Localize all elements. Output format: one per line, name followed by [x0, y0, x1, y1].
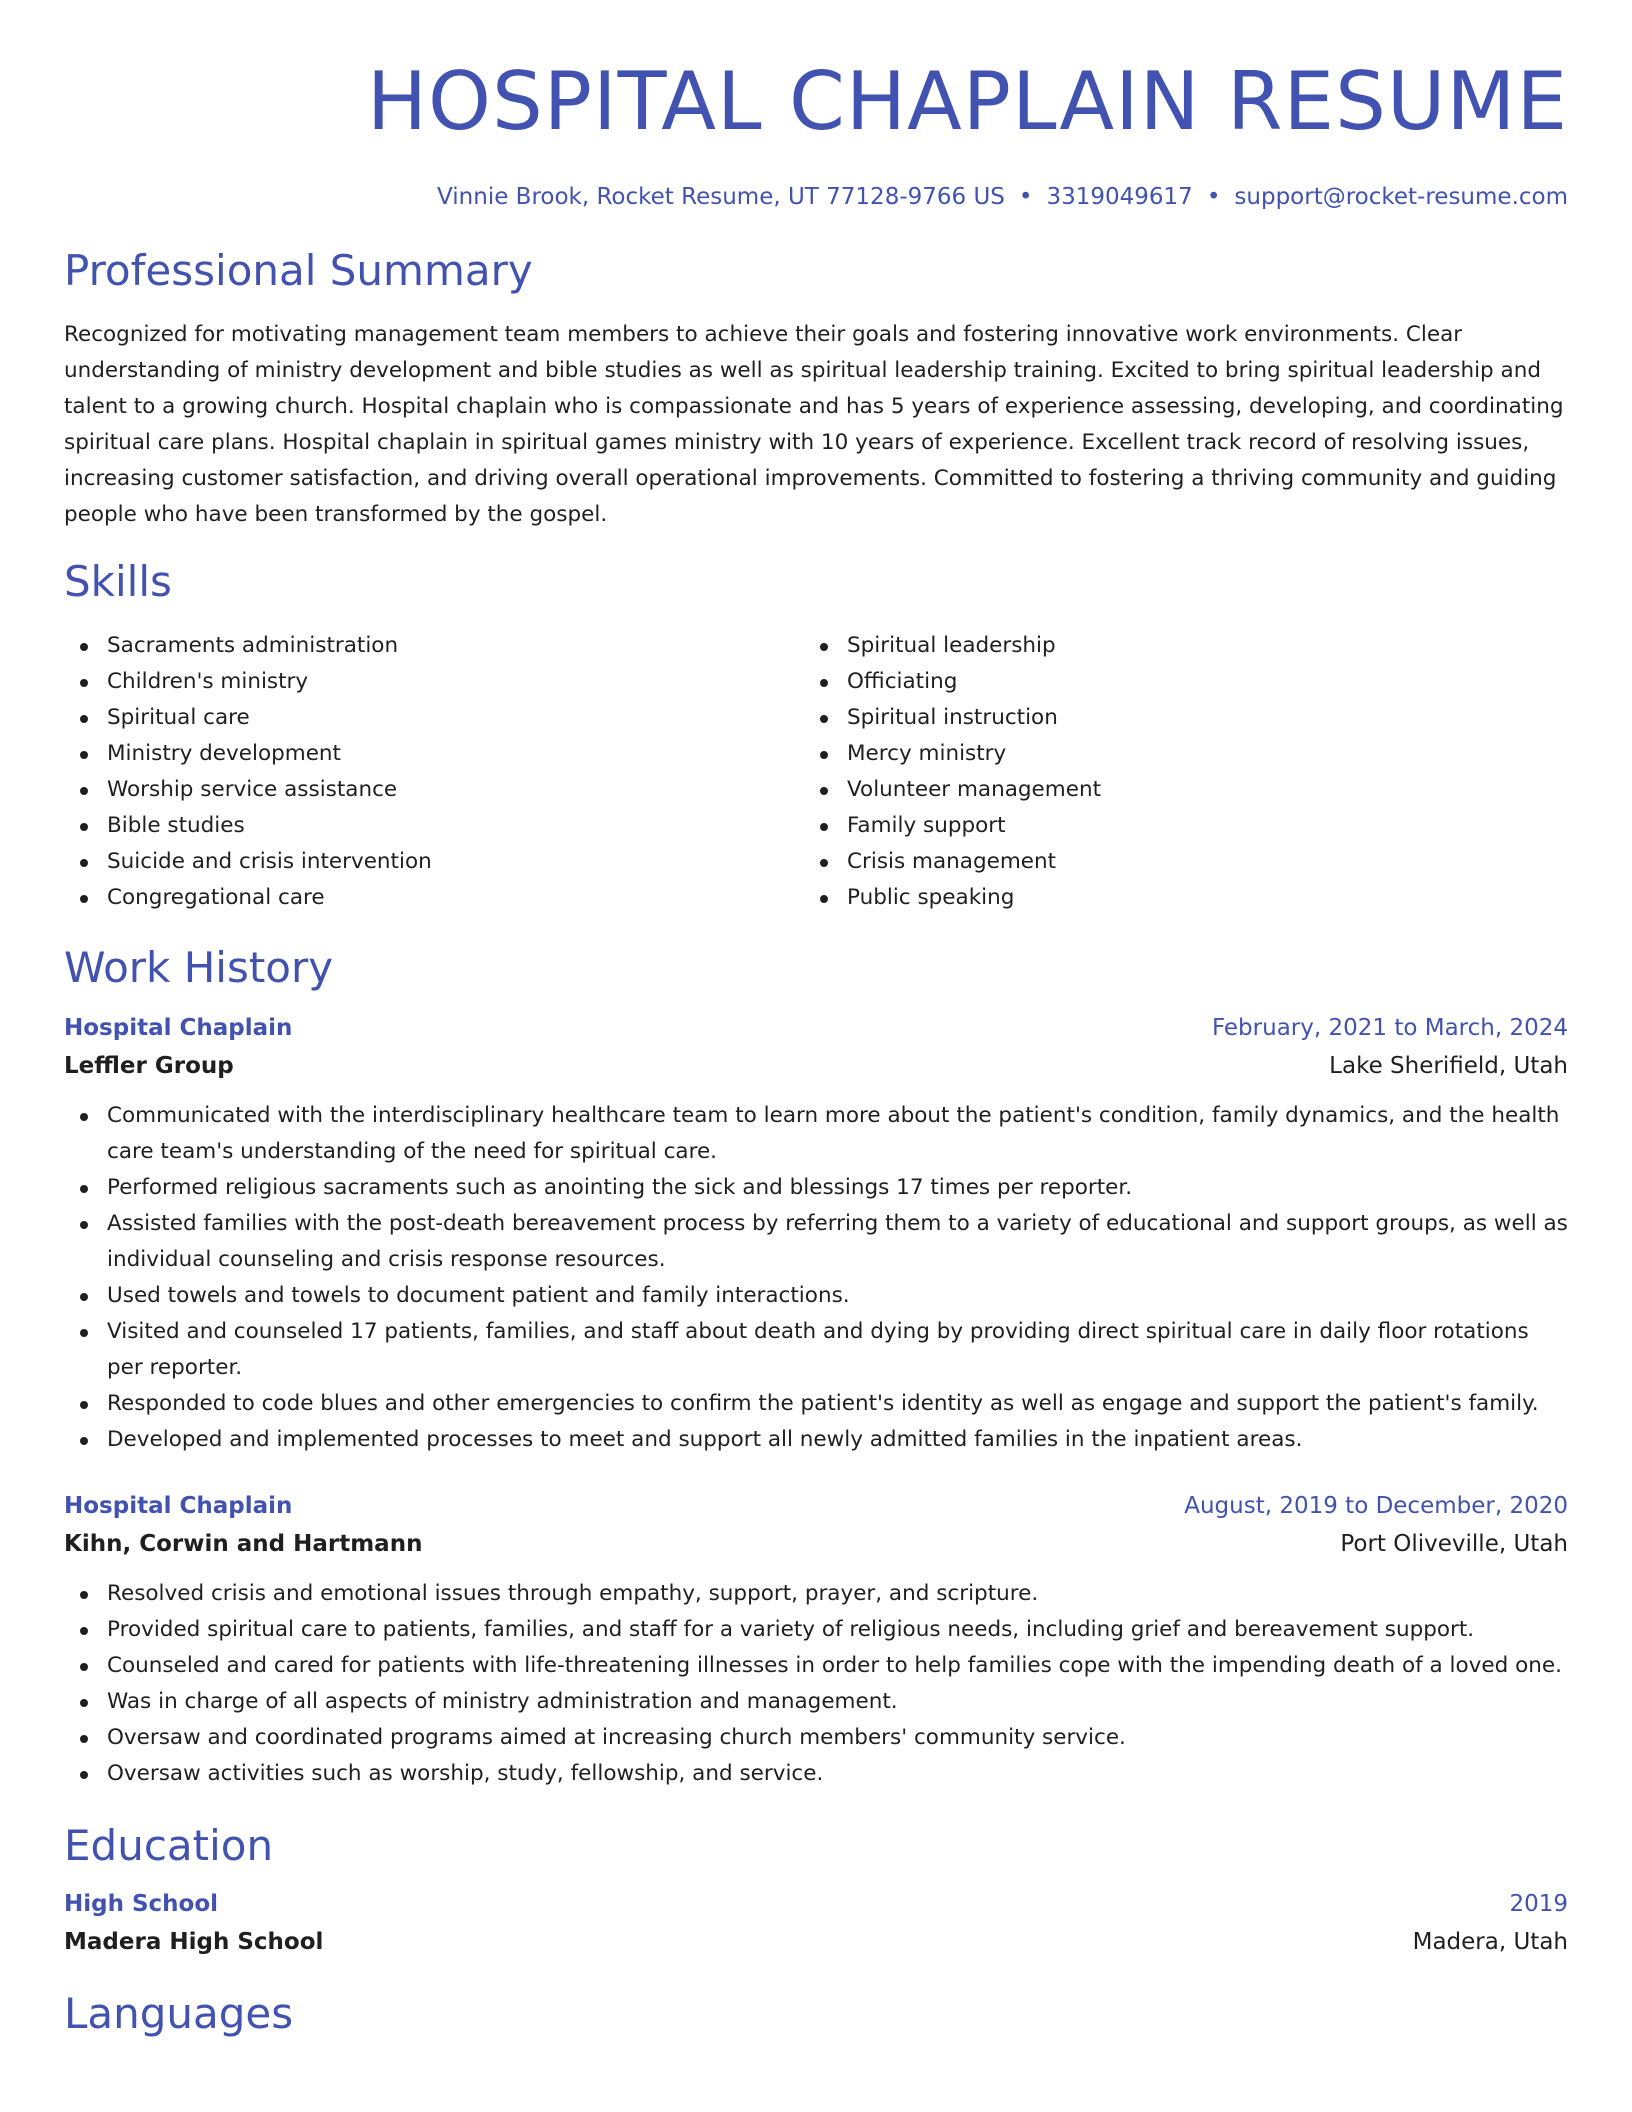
job-duty: Was in charge of all aspects of ministry administration and management. [64, 1684, 1568, 1720]
skill-item: Suicide and crisis intervention [64, 844, 804, 880]
job-duty: Provided spiritual care to patients, families, and staff for a variety of religious needs, including grief and bereavement support. [64, 1612, 1568, 1648]
skill-item: Sacraments administration [64, 628, 804, 664]
skill-item: Volunteer management [804, 772, 1544, 808]
job-entry [64, 1488, 1568, 1792]
languages-heading: Languages [64, 1989, 294, 2038]
job-title: Hospital Chaplain [64, 1015, 293, 1041]
skill-item: Mercy ministry [804, 736, 1544, 772]
skills-column-left [64, 628, 804, 916]
job-location: Lake Sherifield, Utah [1329, 1053, 1568, 1079]
skills-list [64, 628, 1568, 916]
job-subheader [64, 1524, 1568, 1564]
resume-title: HOSPITAL CHAPLAIN RESUME [366, 55, 1568, 148]
job-entry [64, 1010, 1568, 1458]
contact-phone: 3319049617 [1046, 184, 1193, 210]
job-location: Port Oliveville, Utah [1340, 1531, 1568, 1557]
skill-item: Crisis management [804, 844, 1544, 880]
contact-email[interactable]: support@rocket-resume.com [1234, 184, 1568, 210]
skill-item: Spiritual care [64, 700, 804, 736]
skill-item: Spiritual instruction [804, 700, 1544, 736]
job-duty: Communicated with the interdisciplinary healthcare team to learn more about the patient's condition, family dynamics, and the health care team's understanding of the need for spiritual care. [64, 1098, 1568, 1170]
summary-heading: Professional Summary [64, 246, 533, 295]
job-duty: Developed and implemented processes to meet and support all newly admitted families in the inpatient areas. [64, 1422, 1568, 1458]
job-duty: Responded to code blues and other emergencies to confirm the patient's identity as well as engage and support the patient's family. [64, 1386, 1568, 1422]
contact-address: Vinnie Brook, Rocket Resume, UT 77128-9766 US [437, 184, 1005, 210]
education-location: Madera, Utah [1412, 1929, 1568, 1955]
job-title: Hospital Chaplain [64, 1493, 293, 1519]
skill-item: Public speaking [804, 880, 1544, 916]
contact-separator: • [1018, 184, 1033, 210]
job-duty: Visited and counseled 17 patients, families, and staff about death and dying by providing direct spiritual care in daily floor rotations per reporter. [64, 1314, 1568, 1386]
job-duty: Counseled and cared for patients with life-threatening illnesses in order to help families cope with the impending death of a loved one. [64, 1648, 1568, 1684]
skill-item: Ministry development [64, 736, 804, 772]
education-header [64, 1886, 1568, 1922]
education-subheader [64, 1922, 1568, 1962]
contact-separator: • [1206, 184, 1221, 210]
job-duty: Used towels and towels to document patient and family interactions. [64, 1278, 1568, 1314]
job-duty: Oversaw and coordinated programs aimed at increasing church members' community service. [64, 1720, 1568, 1756]
work-history-heading: Work History [64, 943, 334, 992]
skill-item: Spiritual leadership [804, 628, 1544, 664]
skill-item: Congregational care [64, 880, 804, 916]
job-dates: August, 2019 to December, 2020 [1184, 1493, 1568, 1519]
education-heading: Education [64, 1821, 274, 1870]
skill-item: Bible studies [64, 808, 804, 844]
summary-text: Recognized for motivating management team members to achieve their goals and fostering innovative work environments. Clear understanding of ministry development and bible studies as well as spiritual leadership training. Excited to bring spiritual leadership and talent to a growing church. Hospital chaplain who is compassionate and has 5 years of experience assessing, developing, and coordinating spiritual care plans. Hospital chaplain in spiritual games ministry with 10 years of experience. Excellent track record of resolving issues, increasing customer satisfaction, and driving overall operational improvements. Committed to fostering a thriving community and guiding people who have been transformed by the gospel. [64, 322, 1564, 527]
education-degree: High School [64, 1891, 219, 1917]
skills-heading: Skills [64, 557, 172, 606]
job-duty: Performed religious sacraments such as anointing the sick and blessings 17 times per reporter. [64, 1170, 1568, 1206]
job-duty: Resolved crisis and emotional issues through empathy, support, prayer, and scripture. [64, 1576, 1568, 1612]
job-header [64, 1488, 1568, 1524]
job-duties [64, 1576, 1568, 1792]
education-year: 2019 [1509, 1891, 1568, 1917]
job-duty: Oversaw activities such as worship, study, fellowship, and service. [64, 1756, 1568, 1792]
job-duties [64, 1098, 1568, 1458]
skill-item: Worship service assistance [64, 772, 804, 808]
job-company: Leffler Group [64, 1053, 234, 1079]
skill-item: Children's ministry [64, 664, 804, 700]
job-header [64, 1010, 1568, 1046]
skills-column-right [804, 628, 1544, 916]
contact-line [64, 182, 1568, 212]
skill-item: Officiating [804, 664, 1544, 700]
job-duty: Assisted families with the post-death bereavement process by referring them to a variety of educational and support groups, as well as individual counseling and crisis response resources. [64, 1206, 1568, 1278]
job-subheader [64, 1046, 1568, 1086]
job-company: Kihn, Corwin and Hartmann [64, 1531, 423, 1557]
job-dates: February, 2021 to March, 2024 [1211, 1015, 1568, 1041]
education-school: Madera High School [64, 1929, 324, 1955]
skill-item: Family support [804, 808, 1544, 844]
education-entry [64, 1886, 1568, 1962]
